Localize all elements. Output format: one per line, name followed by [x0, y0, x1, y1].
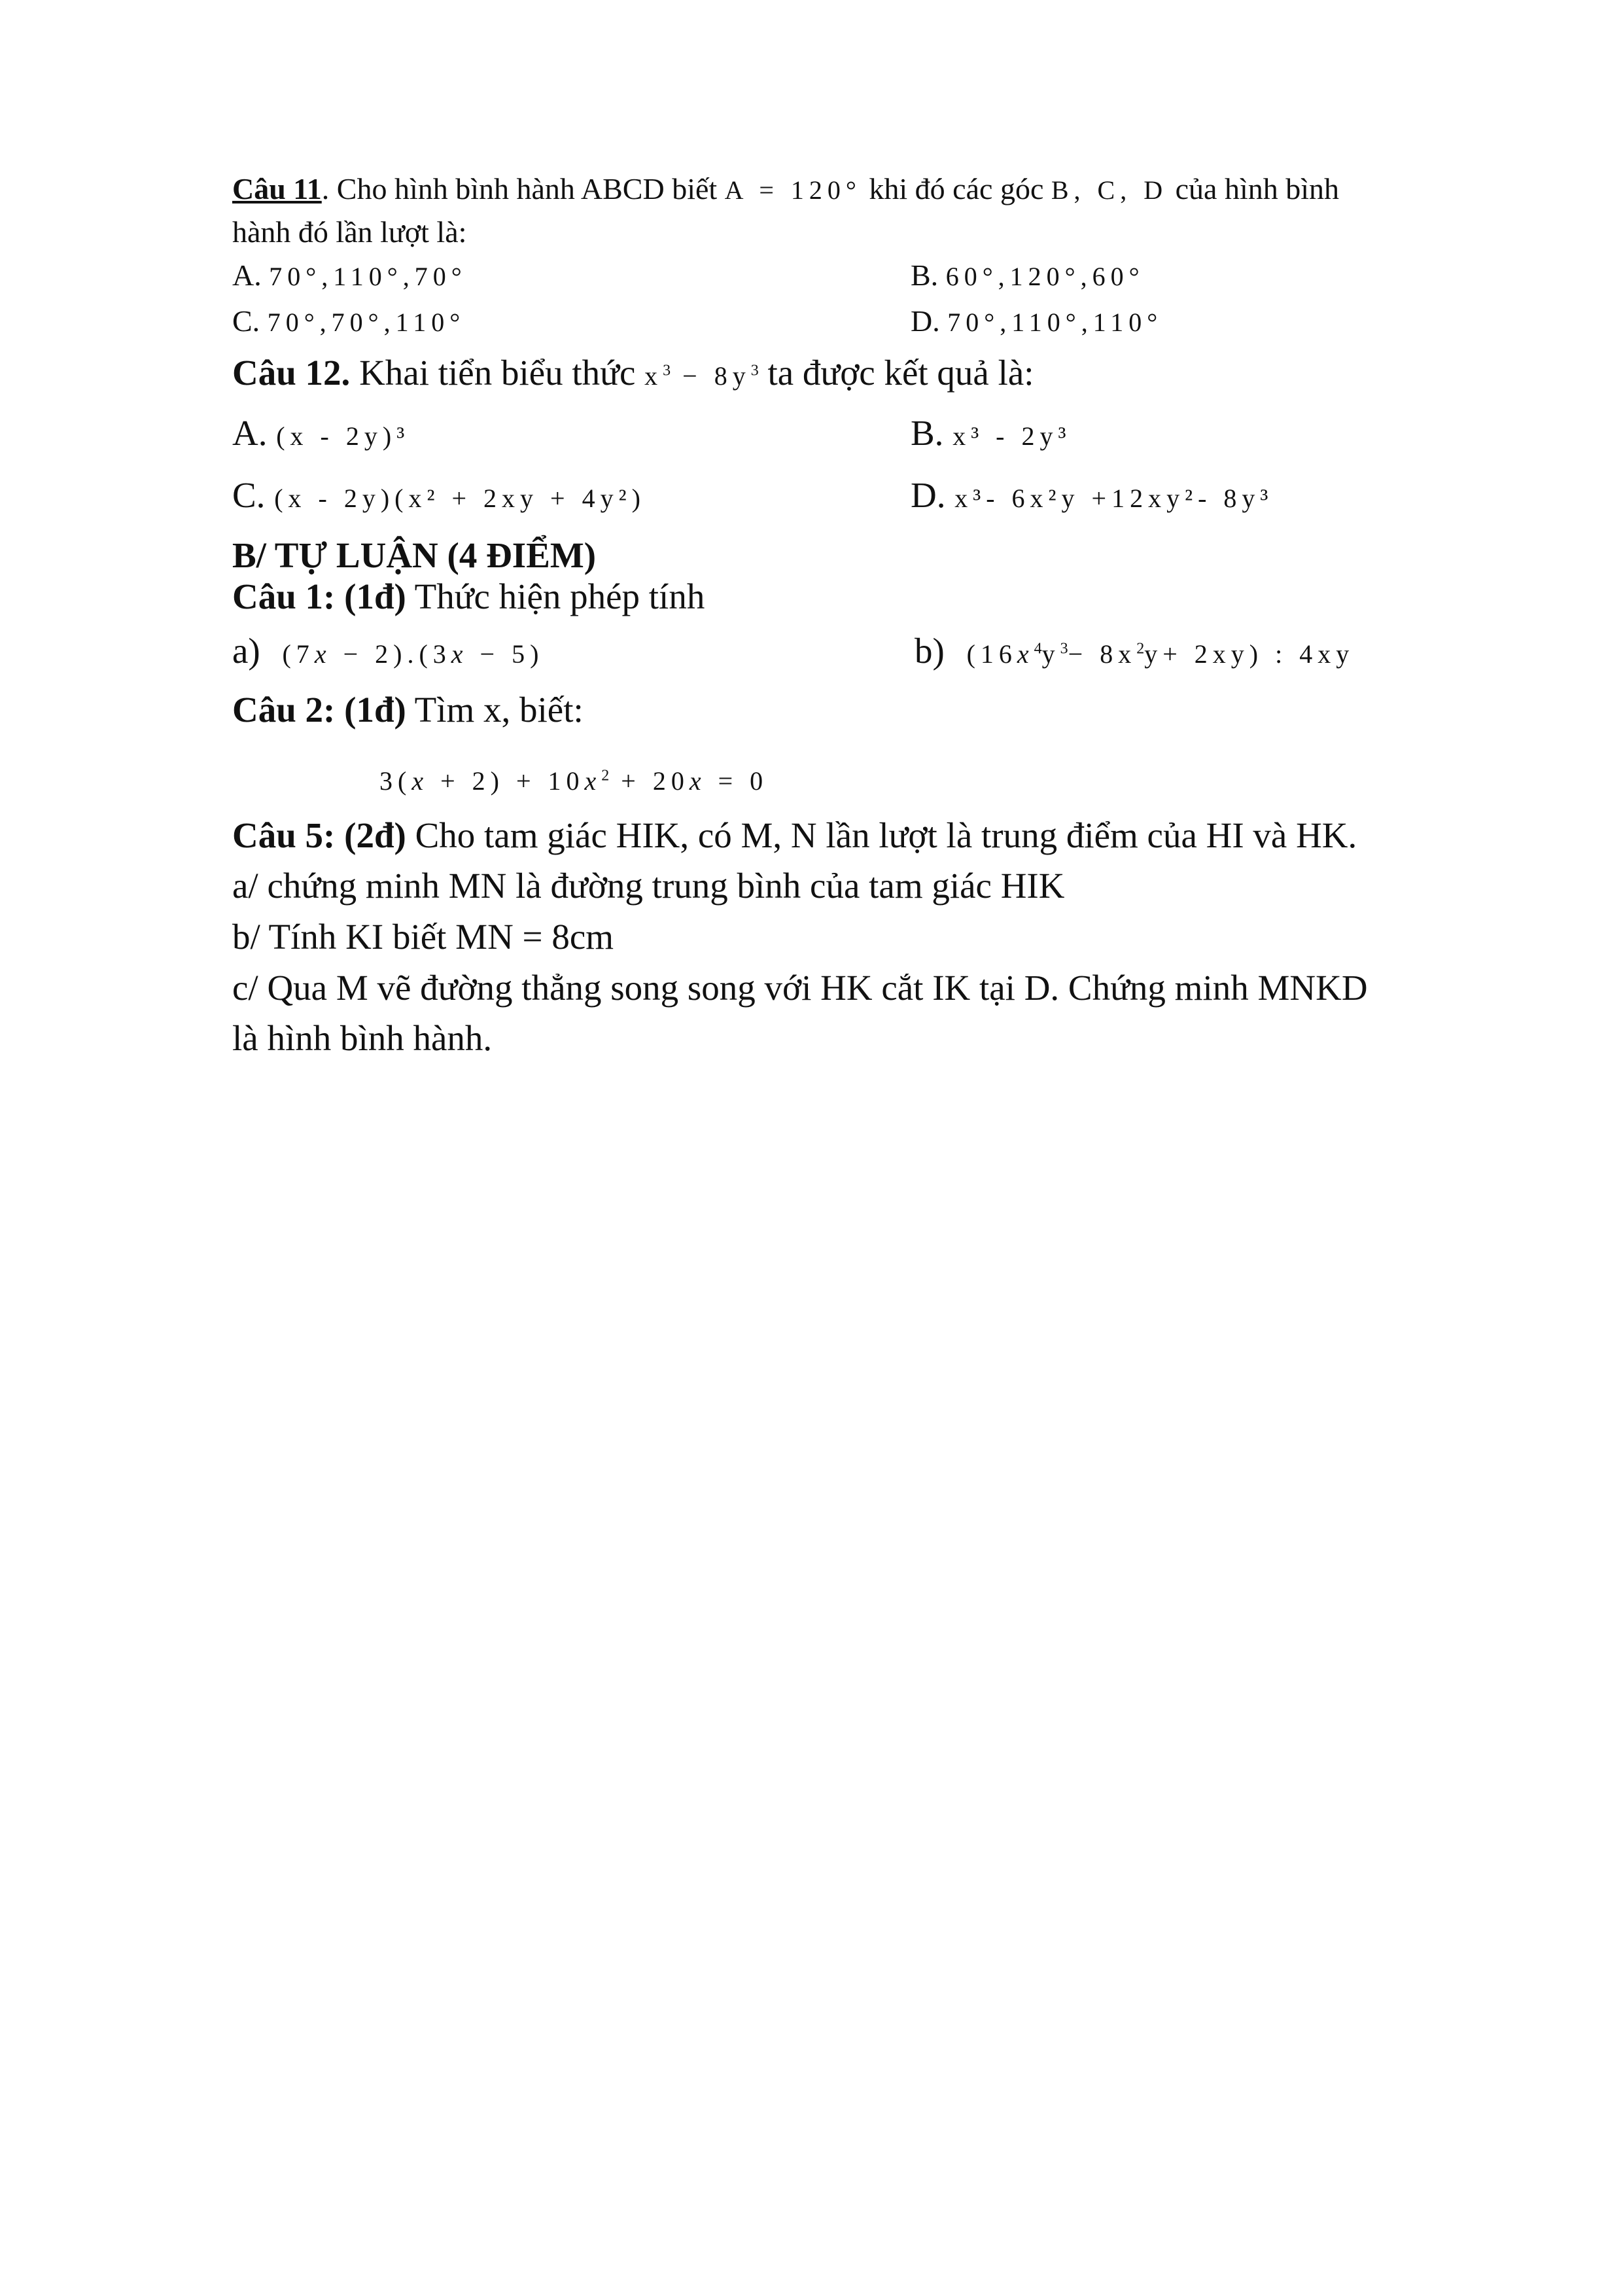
q11-text-1: . Cho hình bình hành ABCD biết — [321, 172, 725, 205]
option-value: (x - 2y)³ — [276, 421, 410, 451]
option-letter: C. — [232, 304, 260, 338]
expr-term: x — [644, 361, 663, 391]
c5-part-b: b/ Tính KI biết MN = 8cm — [232, 917, 614, 957]
q11-line-2: hành đó lần lượt là: — [232, 215, 467, 249]
c2-equation — [379, 766, 768, 796]
c5-text: Cho tam giác HIK, có M, N lần lượt là trung điểm của HI và HK. — [406, 815, 1357, 855]
expr-exponent: 3 — [663, 362, 671, 380]
c1-part-a — [232, 630, 544, 671]
q12-option-d — [911, 474, 1273, 516]
option-value: 70°,70°,110° — [267, 308, 466, 337]
q11-label: Câu 11 — [232, 172, 322, 205]
q12-text-2: ta được kết quả là: — [758, 353, 1034, 393]
c1-part-b — [915, 630, 1354, 671]
c5-part-c-2: là hình bình hành. — [232, 1018, 493, 1058]
c2-text: Tìm x, biết: — [406, 690, 584, 730]
q12-line — [232, 352, 1034, 393]
c1-line — [232, 576, 705, 617]
q11-option-b — [911, 258, 1145, 292]
c2-equation-text: $3(x + 2) + 10x^2 + 20x = 0$ — [379, 766, 769, 796]
q11-line-1 — [232, 171, 1339, 206]
option-letter: A. — [232, 258, 262, 292]
c5-label: Câu 5: (2đ) — [232, 815, 406, 855]
c2-line — [232, 689, 584, 730]
q12-label: Câu 12. — [232, 353, 351, 393]
c5-part-c-1: c/ Qua M vẽ đường thẳng song song với HK cắt IK tại D. Chứng minh MNKD — [232, 968, 1368, 1008]
q11-option-d — [911, 304, 1162, 338]
option-value: 70°,110°,110° — [947, 308, 1163, 337]
option-letter: D. — [911, 304, 940, 338]
c1-text: Thức hiện phép tính — [406, 576, 705, 616]
c5-line-1 — [232, 815, 1357, 856]
q12-option-b — [911, 412, 1072, 453]
c1-b-expression: $(16x^4y^3- 8x^2y+ 2xy)$ : 4xy — [966, 639, 1355, 669]
option-letter: B. — [911, 258, 939, 292]
c1-a-letter: a) — [232, 631, 260, 671]
option-value: x³- 6x²y +12xy²- 8y³ — [954, 484, 1274, 513]
q12-option-c — [232, 474, 646, 516]
q11-angles: B, C, D — [1051, 175, 1168, 205]
q11-option-c — [232, 304, 465, 338]
option-letter: C. — [232, 475, 266, 515]
option-letter: A. — [232, 413, 268, 453]
q11-text-2: khi đó các góc — [861, 172, 1051, 205]
c1-label: Câu 1: (1đ) — [232, 576, 406, 616]
q11-text-3: của hình bình — [1168, 172, 1340, 205]
option-value: 70°,110°,70° — [269, 262, 467, 291]
expr-exponent: 3 — [750, 362, 759, 380]
q12-expression — [644, 361, 759, 391]
expr-term: − 8y — [671, 361, 751, 391]
option-value: 60°,120°,60° — [945, 262, 1145, 291]
c1-b-letter: b) — [915, 631, 945, 671]
q11-given-angle: A = 120° — [724, 175, 862, 205]
option-value: x³ - 2y³ — [952, 421, 1072, 451]
q12-option-a — [232, 412, 410, 453]
q12-text-1: Khai tiển biểu thức — [350, 353, 645, 393]
c1-a-expression: (7x − 2).(3x − 5) — [282, 639, 544, 669]
option-value: (x - 2y)(x² + 2xy + 4y²) — [274, 484, 646, 513]
q11-option-a — [232, 258, 467, 292]
c5-part-a: a/ chứng minh MN là đường trung bình của tam giác HIK — [232, 866, 1065, 906]
option-letter: D. — [911, 475, 946, 515]
section-b-heading: B/ TỰ LUẬN (4 ĐIỂM) — [232, 535, 597, 575]
option-letter: B. — [911, 413, 944, 453]
c2-label: Câu 2: (1đ) — [232, 690, 406, 730]
